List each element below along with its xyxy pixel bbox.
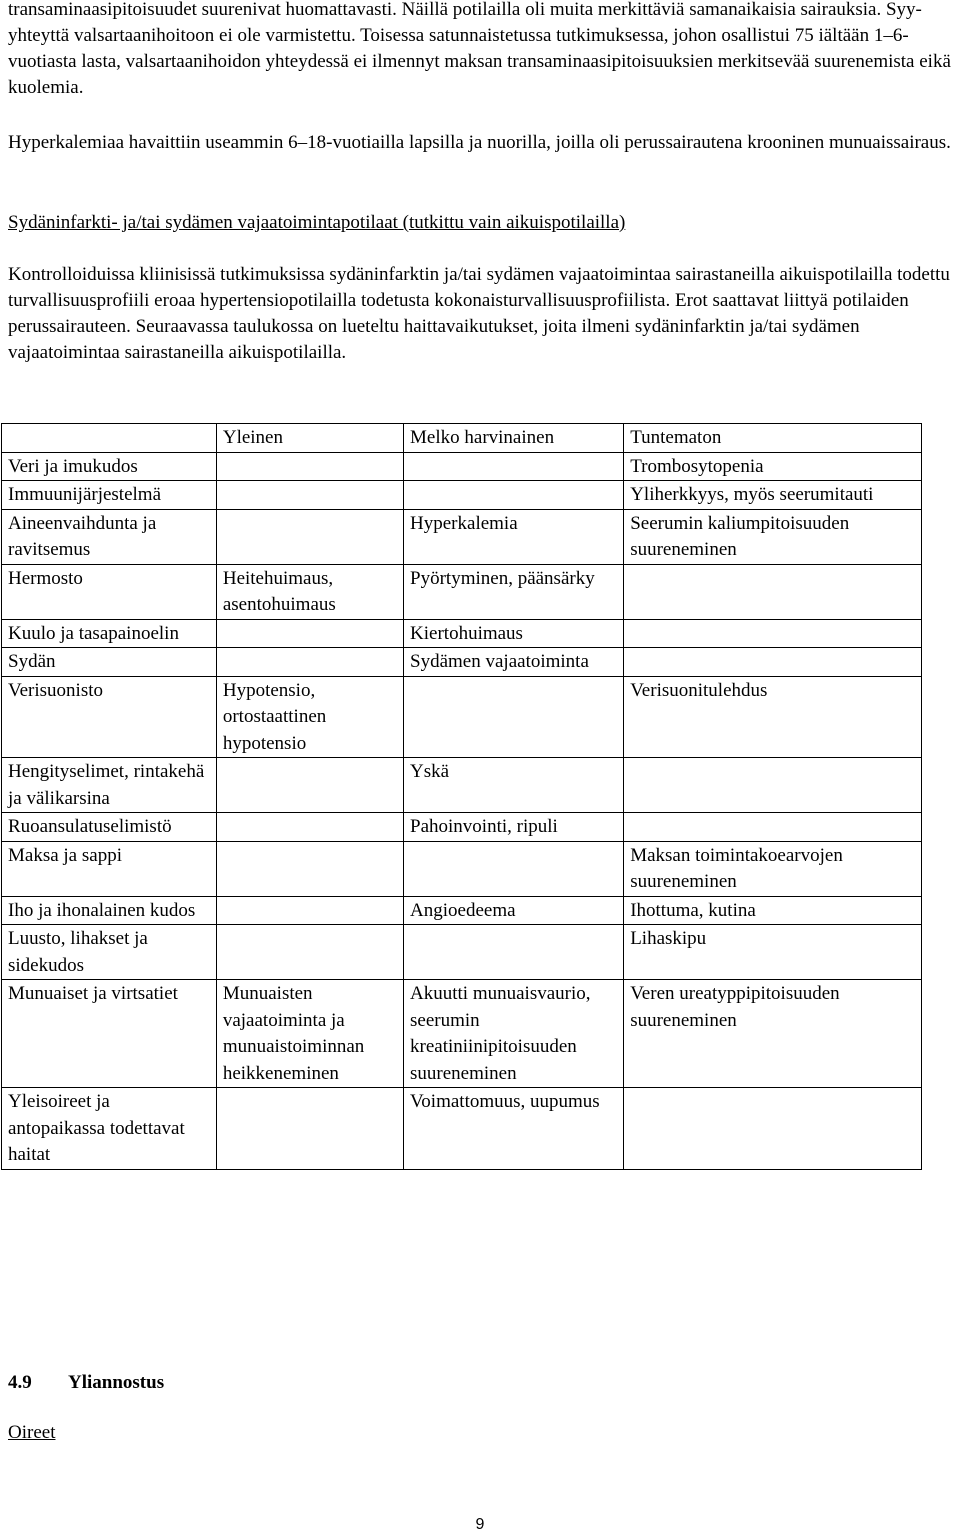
subheading: Oireet <box>8 1422 56 1443</box>
table-cell: Kiertohuimaus <box>404 619 624 648</box>
table-cell: Pahoinvointi, ripuli <box>404 813 624 842</box>
table-cell: Voimattomuus, uupumus <box>404 1088 624 1170</box>
section-heading <box>8 1370 164 1396</box>
table-cell: Yskä <box>404 758 624 813</box>
table-header-row <box>2 424 922 453</box>
table-row <box>2 619 922 648</box>
table-cell <box>2 424 217 453</box>
hyperkalemia-paragraph: Hyperkalemiaa havaittiin useammin 6–18-vuotiailla lapsilla ja nuorilla, joilla oli perussairautena krooninen munuaissairaus. <box>8 132 951 153</box>
table-cell: Hermosto <box>2 564 217 619</box>
table-row <box>2 676 922 758</box>
table-cell: Melko harvinainen <box>404 424 624 453</box>
table-cell: Akuutti munuaisvaurio, seerumin kreatiniinipitoisuuden suureneminen <box>404 980 624 1088</box>
table-cell: Veri ja imukudos <box>2 452 217 481</box>
table-cell: Seerumin kaliumpitoisuuden suureneminen <box>624 509 922 564</box>
table-cell <box>216 452 403 481</box>
table-cell: Yleisoireet ja antopaikassa todettavat haitat <box>2 1088 217 1170</box>
table-cell: Aineenvaihdunta ja ravitsemus <box>2 509 217 564</box>
table-row <box>2 896 922 925</box>
table-cell <box>404 452 624 481</box>
page-number: 9 <box>475 1516 485 1533</box>
intro-paragraph: transaminaasipitoisuudet suurenivat huomattavasti. Näillä potilailla oli muita merkittäviä samanaikaisia sairauksia. Syy-yhteyttä valsartaanihoitoon ei ole varmistettu. Toisessa satunnaistetussa tutkimuksessa, johon osallistui 75 iältään 1–6-vuotiasta lasta, valsartaanihoidon yhteydessä ei ilmennyt maksan transaminaasipitoisuuksien merkitsevää suurenemista eikä kuolemia. <box>8 0 951 98</box>
table-row <box>2 481 922 510</box>
table-cell <box>216 758 403 813</box>
table-cell: Maksa ja sappi <box>2 841 217 896</box>
heading-title: Yliannostus <box>68 1372 165 1393</box>
table-cell <box>216 509 403 564</box>
table-cell <box>216 813 403 842</box>
table-row <box>2 1088 922 1170</box>
table-row <box>2 980 922 1088</box>
table-cell: Maksan toimintakoearvojen suureneminen <box>624 841 922 896</box>
table-cell <box>216 619 403 648</box>
table-cell: Hyperkalemia <box>404 509 624 564</box>
table-cell: Luusto, lihakset ja sidekudos <box>2 925 217 980</box>
table-cell: Verisuonitulehdus <box>624 676 922 758</box>
table-cell: Hengityselimet, rintakehä ja välikarsina <box>2 758 217 813</box>
table-cell <box>216 841 403 896</box>
table-cell <box>404 481 624 510</box>
table-row <box>2 648 922 677</box>
table-cell <box>404 925 624 980</box>
table-cell <box>216 648 403 677</box>
table-cell: Ruoansulatuselimistö <box>2 813 217 842</box>
table-cell: Immuunijärjestelmä <box>2 481 217 510</box>
table-cell: Heitehuimaus, asentohuimaus <box>216 564 403 619</box>
table-cell <box>216 481 403 510</box>
table-row <box>2 925 922 980</box>
table-cell: Pyörtyminen, päänsärky <box>404 564 624 619</box>
table-row <box>2 841 922 896</box>
table-cell: Lihaskipu <box>624 925 922 980</box>
table-cell <box>404 841 624 896</box>
table-cell <box>624 648 922 677</box>
table-cell <box>216 925 403 980</box>
table-cell: Munuaiset ja virtsatiet <box>2 980 217 1088</box>
table-cell: Hypotensio, ortostaattinen hypotensio <box>216 676 403 758</box>
adverse-effects-table <box>1 423 922 1170</box>
table-cell <box>624 813 922 842</box>
table-cell: Ihottuma, kutina <box>624 896 922 925</box>
table-cell <box>624 564 922 619</box>
table-cell <box>216 1088 403 1170</box>
table-cell: Verisuonisto <box>2 676 217 758</box>
table-row <box>2 813 922 842</box>
table-cell: Angioedeema <box>404 896 624 925</box>
table-cell: Sydän <box>2 648 217 677</box>
table-row <box>2 758 922 813</box>
table-cell: Tuntematon <box>624 424 922 453</box>
table-cell: Yliherkkyys, myös seerumitauti <box>624 481 922 510</box>
section-title: Sydäninfarkti- ja/tai sydämen vajaatoimintapotilaat (tutkittu vain aikuispotilailla) <box>8 212 626 233</box>
table-cell <box>216 896 403 925</box>
table-cell: Yleinen <box>216 424 403 453</box>
table-row <box>2 509 922 564</box>
table-cell: Veren ureatyppipitoisuuden suureneminen <box>624 980 922 1088</box>
table-cell <box>404 676 624 758</box>
table-cell <box>624 1088 922 1170</box>
table-cell <box>624 758 922 813</box>
table-cell: Iho ja ihonalainen kudos <box>2 896 217 925</box>
table-cell: Trombosytopenia <box>624 452 922 481</box>
table-cell: Kuulo ja tasapainoelin <box>2 619 217 648</box>
table-cell: Sydämen vajaatoiminta <box>404 648 624 677</box>
table-row <box>2 564 922 619</box>
section-paragraph: Kontrolloiduissa kliinisissä tutkimuksissa sydäninfarktin ja/tai sydämen vajaatoimintaa sairastaneilla aikuispotilailla todettu turvallisuusprofiili eroaa hypertensiopotilailla todetusta kokonaisturvallisuusprofiilista. Erot saattavat liittyä potilaiden perussairauteen. Seuraavassa taulukossa on lueteltu haittavaikutukset, joita ilmeni sydäninfarktin ja/tai sydämen vajaatoimintaa sairastaneilla aikuispotilailla. <box>8 264 950 363</box>
table-row <box>2 452 922 481</box>
table-cell: Munuaisten vajaatoiminta ja munuaistoiminnan heikkeneminen <box>216 980 403 1088</box>
heading-number: 4.9 <box>8 1372 32 1393</box>
table-cell <box>624 619 922 648</box>
